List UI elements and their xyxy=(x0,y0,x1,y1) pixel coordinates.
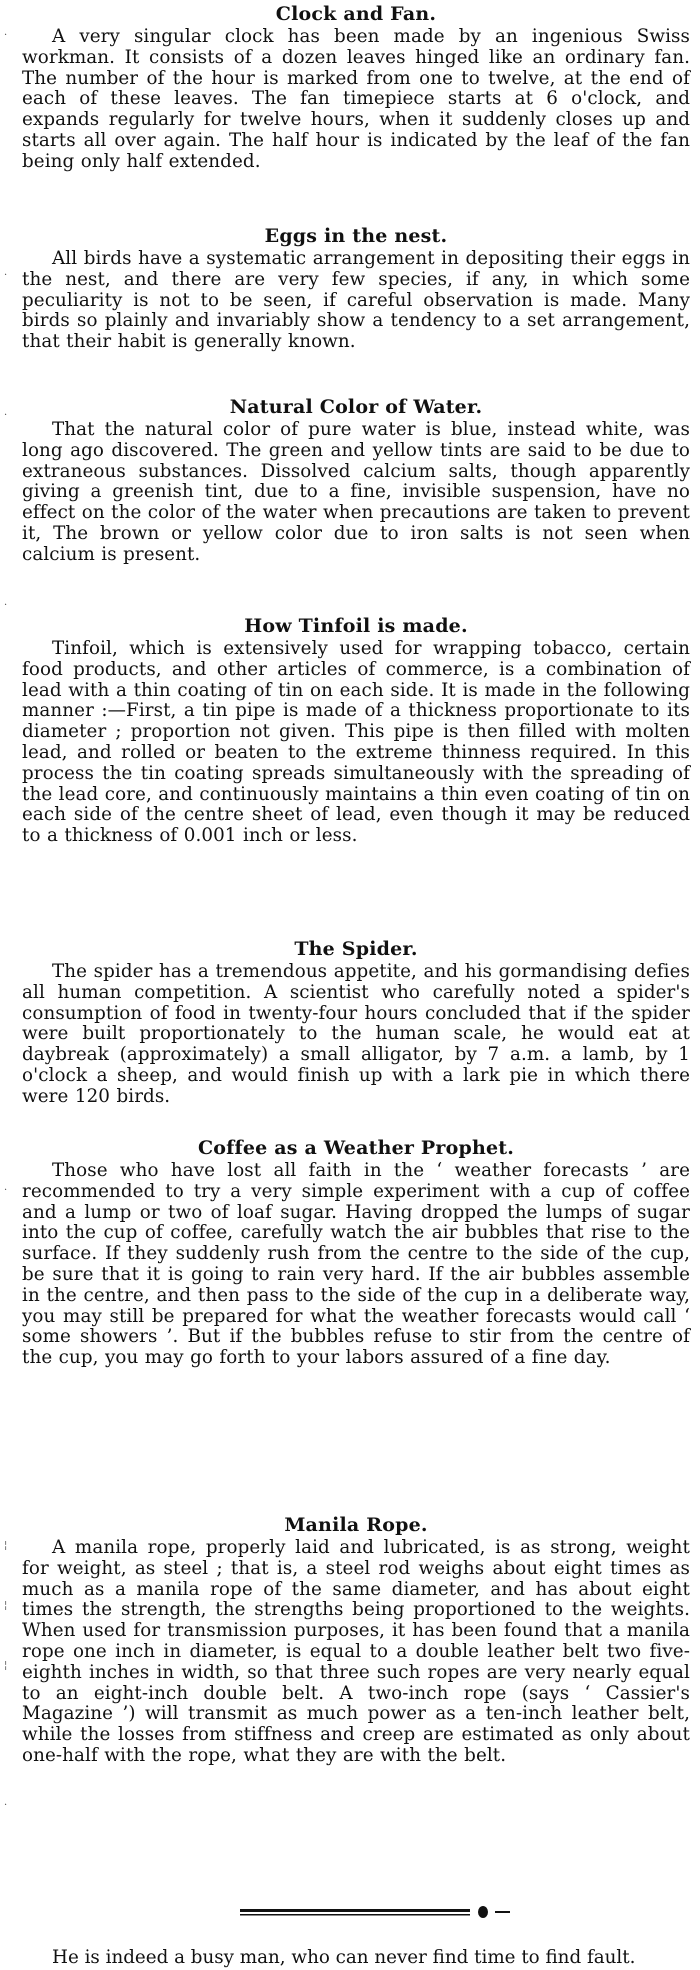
article-body: Tinfoil, which is extensively used for wrapping tobacco, certain food products, and other articles of commerce, is a combination of lead with a thin coating of tin on each side. It is made in the following manner :—First, a tin pipe is made of a thickness proportionate to its diameter ; proportion not given. This pipe is then filled with molten lead, and rolled or beaten to the extreme thinness required. In this process the tin coating spreads simultaneously with the spreading of the lead core, and continuously maintains a thin even coating of tin on each side of the centre sheet of lead, even though it may be reduced to a thickness of 0.001 inch or less. xyxy=(22,638,690,847)
article-body: All birds have a systematic arrangement in depositing their eggs in the nest, and there are very few species, if any, in which some peculiarity is not to be seen, if careful observation is made. Many birds so plainly and invariably show a tendency to a set arrangement, that their habit is generally known. xyxy=(22,248,690,353)
article-clock-and-fan xyxy=(22,2,690,173)
article-manila-rope xyxy=(22,1513,690,1767)
article-eggs-in-the-nest xyxy=(22,224,690,353)
article-title: Natural Color of Water. xyxy=(229,396,483,418)
article-title: Eggs in the nest. xyxy=(264,225,448,247)
article-coffee-weather-prophet xyxy=(22,1136,690,1369)
article-how-tinfoil-is-made xyxy=(22,614,690,847)
article-body: A very singular clock has been made by an ingenious Swiss workman. It consists of a dozen leaves hinged like an ordinary fan. The number of the hour is marked from one to twelve, at the end of each of these leaves. The fan timepiece starts at 6 o'clock, and expands regularly for twelve hours, when it suddenly closes up and starts all over again. The half hour is indicated by the leaf of the fan being only half extended. xyxy=(22,26,690,172)
decorative-divider xyxy=(240,1905,510,1919)
article-body: A manila rope, properly laid and lubricated, is as strong, weight for weight, as steel ; that is, a steel rod weighs about eight times as much as a manila rope of the same diameter, and has about eight times the strength, the strengths being proportioned to the weights. When used for transmission purposes, it has been found that a manila rope one inch in diameter, is equal to a double leather belt two five-eighth inches in width, so that three such ropes are very nearly equal to an eight-inch double belt. A two-inch rope (says ‘ Cassier's Magazine ’) will transmit as much power as a ten-inch leather belt, while the losses from stiffness and creep are estimated as only about one-half with the rope, what they are with the belt. xyxy=(22,1537,690,1766)
article-title: How Tinfoil is made. xyxy=(244,615,468,637)
article-body: The spider has a tremendous appetite, and his gormandising defies all human competition. A scientist who carefully noted a spider's consumption of food in twenty-four hours concluded that if the spider were built proportionately to the human scale, he would eat at daybreak (approximately) a small alligator, by 7 a.m. a lamb, by 1 o'clock a sheep, and would finish up with a lark pie in which there were 120 birds. xyxy=(22,961,690,1107)
article-body: Those who have lost all faith in the ‘ weather forecasts ’ are recommended to try a very simple experiment with a cup of coffee and a lump or two of loaf sugar. Having dropped the lumps of sugar into the cup of coffee, carefully watch the air bubbles that rise to the surface. If they suddenly rush from the centre to the side of the cup, be sure that it is going to rain very hard. If the air bubbles assemble in the centre, and then pass to the side of the cup in a deliberate way, you may still be prepared for what the weather forecasts would call ‘ some showers ’. But if the bubbles refuse to stir from the centre of the cup, you may go forth to your labors assured of a fine day. xyxy=(22,1160,690,1369)
article-the-spider xyxy=(22,937,690,1108)
article-title: Clock and Fan. xyxy=(275,3,437,25)
article-title: Manila Rope. xyxy=(284,1514,428,1536)
article-natural-color-of-water xyxy=(22,395,690,566)
article-title: The Spider. xyxy=(294,938,418,960)
page-edge-specks: · · · · · ¦ ¦ ¦ · xyxy=(4,30,8,1811)
article-title: Coffee as a Weather Prophet. xyxy=(197,1137,515,1159)
closing-line: He is indeed a busy man, who can never find time to find fault. xyxy=(52,1947,636,1969)
article-body: That the natural color of pure water is blue, instead white, was long ago discovered. The green and yellow tints are said to be due to extraneous substances. Dissolved calcium salts, though apparently giving a greenish tint, due to a fine, invisible suspension, have no effect on the color of the water when precautions are taken to prevent it, The brown or yellow color due to iron salts is not seen when calcium is present. xyxy=(22,419,691,565)
